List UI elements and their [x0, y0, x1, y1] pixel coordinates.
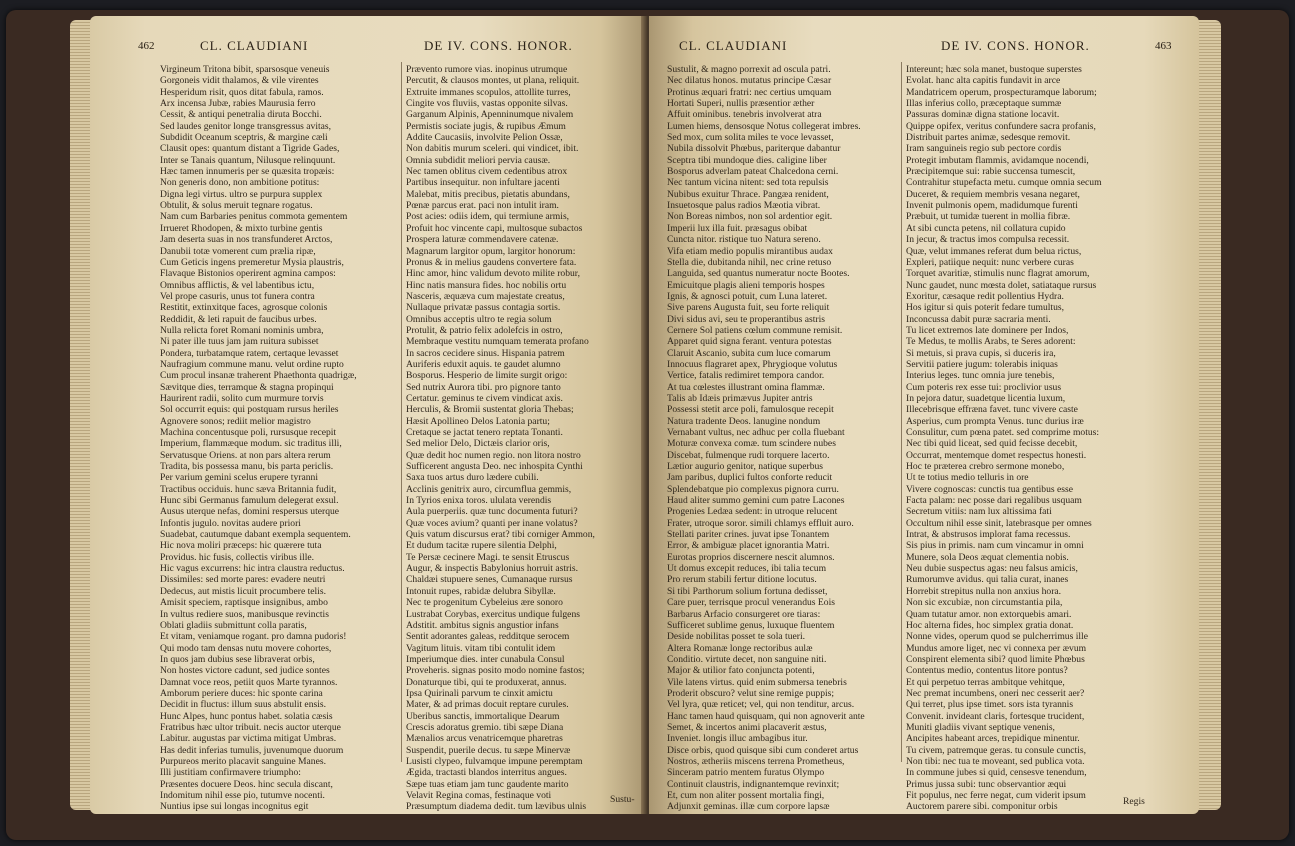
verse-line: Protegit imbutam flammis, avidamque nocendi,: [906, 154, 1089, 166]
verse-line: Cessit, & antiqui penetralia diruta Bocchi.: [160, 109, 322, 121]
verse-line: Lustrabat Corybas, exercitus undique fulgens: [406, 608, 580, 620]
verse-line: Sis pius in primis. nam cum vincamur in omni: [906, 540, 1084, 552]
verse-line: Adstitit. ambitus signis angustior infans: [406, 619, 559, 631]
verse-line: Imperiumque dies. inter cunabula Consul: [406, 653, 565, 665]
verse-line: Lusisti clypeo, fulvamque impune peremptam: [406, 755, 583, 767]
verse-line: Discebat, fulmenque rudi torquere lacerto.: [667, 449, 830, 461]
verse-line: Hic vagus excurrens: hic intra claustra reductus.: [160, 563, 345, 575]
verse-line: Digna legi virtus. ultro se purpura supplex: [160, 188, 323, 200]
verse-line: Percutit, & clausos montes, ut plana, reliquit.: [406, 75, 580, 87]
verse-line: Nec dilatus honos. mutatus principe Cæsar: [667, 75, 832, 87]
verse-line: Stellati pariter crines. juvat ipse Tonantem: [667, 529, 830, 541]
verse-line: Per varium gemini scelus erupere tyranni: [160, 472, 318, 484]
verse-line: Mundus amore liget, nec vi connexa per ævum: [906, 642, 1087, 654]
verse-line: Hinc amor, hinc validum devoto milite robur,: [406, 268, 581, 280]
verse-line: Neu dubie suspectus agas: neu falsus amicis,: [906, 563, 1078, 575]
verse-line: Pondera, turbatamque ratem, certaque levasset: [160, 347, 339, 359]
verse-line: In jecur, & tractus imos compulsa recessit.: [906, 234, 1070, 246]
verse-line: Prospera laturæ commendavere catenæ.: [406, 234, 559, 246]
verse-line: Disce orbis, quod quisque sibi cum conderet artus: [667, 744, 859, 756]
verse-line: Nullaque privatæ passus contagia sortis.: [406, 302, 561, 314]
verse-line: Has dedit inferias tumulis, juvenumque duorum: [160, 744, 344, 756]
verse-line: Stella die, dubitanda nihil, nec crine retuso: [667, 256, 832, 268]
verse-line: Illecebrisque effræna favet. tunc vivere caste: [906, 404, 1078, 416]
verse-line: Præcipitemque sui: rabie succensa tumescit,: [906, 166, 1076, 178]
verse-line: Horrebit strepitus nulla non anxius hora.: [906, 585, 1062, 597]
verse-line: Occurrat, mentemque domet respectus honesti.: [906, 449, 1087, 461]
verse-line: Interius leges. tunc omnia jure tenebis,: [906, 370, 1055, 382]
verse-line: Et, cum non aliter possent mortalia fingi,: [667, 790, 825, 801]
verse-line: Dedecus, aut mistis licuit procumbere telis.: [160, 585, 326, 597]
verse-line: Contentus medio, contentus litore pontus?: [906, 665, 1068, 677]
verse-line: Præsentes docuere Deos. hinc secula discant,: [160, 778, 333, 790]
verse-line: Jam deserta suas in nos transfunderet Arctos,: [160, 234, 333, 246]
verse-line: Frater, utroque soror. simili chlamys effluit auro.: [667, 517, 854, 529]
column-rule: [401, 62, 402, 762]
right-page: [649, 16, 1199, 814]
verse-line: Eurotas proprios discernere nescit alumnos.: [667, 551, 835, 563]
verse-line: Barbarus Arfacio consurgeret ore tiaras:: [667, 608, 821, 620]
verse-line: Amisit speciem, raptisque insignibus, ambo: [160, 597, 328, 609]
verse-line: Herculis, & Bromii sustentat gloria Thebas;: [406, 404, 574, 416]
verse-line: Apparet quid signa ferant. ventura potestas: [667, 336, 832, 348]
text-column-right: [906, 64, 1102, 813]
verse-line: Omnibus afflictis, & vel labentibus ictu,: [160, 279, 315, 291]
verse-line: Quippe opifex, veritus confundere sacra profanis,: [906, 120, 1096, 132]
verse-line: Tu civem, patremque geras. tu consule cunctis,: [906, 744, 1087, 756]
verse-line: Nam cum Barbaries penitus commota gementem: [160, 211, 348, 223]
verse-line: Ægida, tractasti blandos interritus angues.: [406, 767, 567, 779]
verse-line: Servatusque Oriens. at non pars altera rerum: [160, 449, 331, 461]
verse-line: Agnovere sonos; rediit melior magistro: [160, 415, 311, 427]
verse-line: Proderit obscuro? velut sine remige puppis;: [667, 687, 835, 699]
verse-line: Gorgoneis vidit thalamos, & vile virentes: [160, 75, 319, 87]
verse-line: Sufficerent angusta Deo. nec inhospita Cynthi: [406, 461, 583, 473]
verse-line: Vertice, fatalis redimiret tempora candor.: [667, 370, 825, 382]
verse-line: Pœnæ parcus erat. paci non intulit iram.: [406, 200, 559, 212]
verse-line: Error, & ambiguæ placet ignorantia Matri.: [667, 540, 830, 552]
verse-line: Nec tibi quid liceat, sed quid fecisse decebit,: [906, 438, 1078, 450]
verse-line: Quæ, velut immanes referat dum belua rictus,: [906, 245, 1082, 257]
verse-line: Primus jussa subi: tunc observantior æqui: [906, 778, 1067, 790]
verse-line: Consulitur, cum pœna patet. sed comprime motus:: [906, 427, 1100, 438]
verse-line: Certatur. geminus te civem vindicat axis.: [406, 392, 563, 404]
verse-line: Natura tradente Deos. lanugine nondum: [667, 415, 821, 427]
verse-line: Fit populus, nec ferre negat, cum viderit ipsum: [906, 790, 1086, 801]
verse-line: Mænalios arcus venatricemque pharetras: [406, 733, 563, 745]
verse-line: Qui modo tam densas nutu movere cohortes,: [160, 642, 332, 654]
verse-line: Ut te totius medio telluris in ore: [906, 472, 1029, 484]
verse-line: Et qui perpetuo terras ambitque vehitque,: [906, 676, 1065, 688]
verse-line: Arx incensa Jubæ, rabies Maurusia ferro: [160, 98, 316, 110]
verse-line: Exoritur, cæsaque redit pollentius Hydra.: [906, 290, 1064, 302]
verse-line: Cernere Sol patiens cœlum commune remisit.: [667, 324, 843, 336]
verse-line: Deside nobilitas posset te sola tueri.: [667, 631, 806, 643]
verse-line: Te Medus, te mollis Arabs, te Seres adorent:: [906, 336, 1076, 348]
verse-line: Continuit claustris, indignantemque revinxit;: [667, 778, 840, 790]
verse-line: Bosporus. Hesperio de limite surgit origo:: [406, 370, 568, 382]
verse-line: Virgineum Tritona bibit, sparsosque veneuis: [160, 64, 330, 75]
verse-line: Extruite immanes scopulos, attollite turres,: [406, 86, 571, 98]
verse-line: Pro rerum stabili fertur ditione locutus.: [667, 574, 817, 586]
verse-line: Vernabant vultus, nec adhuc per colla fluebant: [667, 427, 845, 438]
verse-line: Inter se Tanais quantum, Nilusque relinquunt.: [160, 154, 336, 166]
verse-line: Tu licet extremos late dominere per Indos,: [906, 324, 1069, 336]
verse-line: Profuit hoc vincente capi, multosque subactos: [406, 222, 583, 234]
verse-line: Obtulit, & solus meruit tegnare rogatus.: [160, 200, 313, 212]
verse-line: Care puer, terrisque procul venerandus Eois: [667, 597, 835, 609]
verse-line: Inconcussa dabit puræ sacraria menti.: [906, 313, 1051, 325]
verse-line: Sæpe tuas etiam jam tunc gaudente marito: [406, 778, 569, 790]
verse-line: Danubii totæ vomerent cum prælia ripæ,: [160, 245, 316, 257]
verse-line: Non sic excubiæ, non circumstantia pila,: [906, 597, 1063, 609]
verse-line: Contrahitur stupefacta metu. cumque omnia secum: [906, 177, 1102, 189]
verse-line: Ausus uterque nefas, domini respersus uterque: [160, 506, 340, 518]
verse-line: Nec tantum vicina nitent: sed tota repulsis: [667, 177, 829, 189]
verse-line: Sustulit, & magno porrexit ad oscula patri.: [667, 64, 831, 75]
verse-line: Affuit ominibus. tenebris involverat atra: [667, 109, 822, 121]
verse-line: Vel lyra, quæ reticet; vel, qui non tenditur, arcus.: [667, 699, 855, 711]
verse-line: Mater, & ad primas docuit reptare curules.: [406, 699, 569, 711]
verse-line: Nostros, ætheriis miscens terrena Prometheus,: [667, 755, 845, 767]
verse-line: Talis ab Idæis primævus Jupiter antris: [667, 392, 813, 404]
verse-line: Auctorem parere sibi. componitur orbis: [906, 801, 1058, 813]
verse-line: Augur, & inspectis Babylonius horruit astris.: [406, 563, 579, 575]
verse-line: Nuntius ipse sui longas incognitus egit: [160, 801, 309, 813]
verse-line: Amborum periere duces: hic sponte carina: [160, 687, 323, 699]
verse-line: In commune jubes si quid, censesve tenendum,: [906, 767, 1087, 779]
verse-line: Sed laudes genitor longe transgressus avitas,: [160, 120, 332, 132]
verse-line: Suadebat, cautumque dabant exempla sequentem.: [160, 529, 351, 541]
text-column-left: [160, 64, 357, 813]
verse-line: Cingite vos fluviis, vastas opponite silvas.: [406, 98, 568, 110]
verse-line: Lumen hiems, densosque Notus collegerat imbres.: [667, 120, 861, 132]
verse-line: Invenit pulmonis opem, madidumque furenti: [906, 200, 1078, 212]
verse-line: Nasceris, æquæva cum majestate creatus,: [406, 290, 565, 302]
verse-line: Quis vatum discursus erat? tibi corniger Ammon,: [406, 529, 595, 541]
verse-line: Indomitum nihil esse pio, tutumve nocenti.: [160, 790, 325, 801]
verse-line: Semet, & incertos animi placaverit æstus,: [667, 721, 827, 733]
verse-line: Clausit opes: quantum distant a Tigride Gades,: [160, 143, 340, 155]
verse-line: Sufficeret sublime genus, luxuque fluentem: [667, 619, 835, 631]
verse-line: Fratribus hæc ultor tribuit. necis auctor uterque: [160, 721, 341, 733]
verse-line: Proveheris. signas posito modo nomine fastos;: [406, 665, 585, 677]
verse-line: Hoc te præterea crebro sermone monebo,: [906, 461, 1065, 473]
verse-line: Et dudum tacitæ rupere silentia Delphi,: [406, 540, 557, 552]
verse-line: Nec tamen oblitus civem cedentibus atrox: [406, 166, 568, 178]
verse-line: Aula puerperiis. quæ tunc documenta futuri?: [406, 506, 578, 518]
verse-line: Illas inferius collo, præceptaque summæ: [906, 98, 1062, 110]
verse-line: In pejora datur, suadetque licentia luxum,: [906, 392, 1066, 404]
verse-line: Nubibus exuitur Thrace. Pangæa renident,: [667, 188, 829, 200]
verse-line: Hæc tamen innumeris per se quæsita tropæis:: [160, 166, 335, 178]
verse-line: Evolat. hanc alta capitis fundavit in arce: [906, 75, 1061, 87]
verse-line: Illi justitiam confirmavere triumpho:: [160, 767, 301, 779]
verse-line: Naufragium commune manu. velut ordine rupto: [160, 358, 344, 370]
verse-line: Sed mox, cum solita miles te voce levasset,: [667, 132, 834, 144]
verse-line: Facta palam: nec posse dari regalibus usquam: [906, 495, 1082, 507]
verse-line: Permistis sociate jugis, & rupibus Æmum: [406, 120, 566, 132]
verse-line: Donaturque tibi, qui te produxerat, annus.: [406, 676, 567, 688]
verse-line: Dissimiles: sed morte pares: evadere neutri: [160, 574, 326, 586]
verse-line: Vel prope casuris, unus tot funera contra: [160, 290, 315, 302]
verse-line: Tractibus occiduis. hunc sæva Britannia fudit,: [160, 483, 337, 495]
verse-line: Imperii lux illa fuit. præsagus obibat: [667, 222, 808, 234]
verse-line: Uberibus sanctis, immortalique Dearum: [406, 710, 560, 722]
verse-line: Damnat voce reos, petiit quos Marte tyrannos.: [160, 676, 338, 688]
verse-line: Addite Caucasiis, involvite Pelion Ossæ,: [406, 132, 563, 144]
verse-line: Reddidit, & leti rapuit de faucibus urbes.: [160, 313, 317, 325]
verse-line: Sol occurrit equis: qui postquam rursus heriles: [160, 404, 339, 416]
verse-line: Possessi stetit arce poli, famulosque recepit: [667, 404, 834, 416]
verse-line: Labitur. augustas par victima mitigat Umbras.: [160, 733, 337, 745]
verse-line: Expleri, patiique nequit: nunc verbere curas: [906, 256, 1074, 268]
verse-line: Lætior augurio genitor, natique superbus: [667, 461, 824, 473]
verse-line: Jam paribus, duplici fultos conforte reducit: [667, 472, 833, 484]
verse-line: Præbuit, ut tumidæ tuerent in mollia fibræ.: [906, 211, 1071, 223]
verse-line: Bosporus adverlam pateat Chalcedona cerni.: [667, 166, 839, 178]
verse-line: Intrat, & abstrusos implorat fama recessus.: [906, 529, 1071, 541]
verse-line: Vile latens virtus. quid enim submersa tenebris: [667, 676, 847, 688]
verse-line: Hos igitur si quis poterit fedare tumultus,: [906, 302, 1065, 314]
verse-line: In vultus rediere suos, manibusque revinctis: [160, 608, 329, 620]
verse-line: Acclinis genitrix auro, circumflua gemmis,: [406, 483, 572, 495]
verse-line: Magnarum largitor opum, largitor honorum:: [406, 245, 576, 257]
verse-line: Progenies Ledæa sedent: in utroque relucent: [667, 506, 838, 518]
verse-line: Te Persæ cecinere Magi. te sensit Etruscus: [406, 551, 570, 563]
verse-line: Divi sidus avi, seu te properantibus astris: [667, 313, 826, 325]
left-page: [90, 16, 645, 814]
verse-line: Nec te progenitum Cybeleius ære sonoro: [406, 597, 563, 609]
verse-line: Chaldæi stupuere senes, Cumanaque rursus: [406, 574, 573, 586]
verse-line: Providus. hic fusis, collectis viribus ille.: [160, 551, 315, 563]
verse-line: Secretum vitiis: nam lux altissima fati: [906, 506, 1052, 518]
verse-line: Hinc natis mansura fides. hoc nobilis ortu: [406, 279, 567, 291]
verse-line: In sacros cecidere sinus. Hispania patrem: [406, 347, 565, 359]
verse-line: Sentit adorantes galeas, redditque serocem: [406, 631, 570, 643]
verse-line: Asperius, cum prompta Venus. tunc durius iræ: [906, 415, 1084, 427]
verse-line: Non Boreas nimbos, non sol ardentior egit.: [667, 211, 833, 223]
verse-line: In quos jam dubius sese libraverat orbis,: [160, 653, 315, 665]
verse-line: Quæ dedit hoc numen regio. non litora nostro: [406, 449, 581, 461]
verse-line: Hesperidum risit, quos ditat fabula, ramos.: [160, 86, 324, 98]
verse-line: Passuras dominæ digna statione locavit.: [906, 109, 1060, 121]
verse-line: Claruit Ascanio, subita cum luce comarum: [667, 347, 831, 359]
verse-line: Vagitum lituis. vitam tibi contulit idem: [406, 642, 556, 654]
verse-line: Rumorumve avidus. qui talia curat, inanes: [906, 574, 1069, 586]
verse-line: Muniti gladiis vivant septique venenis,: [906, 721, 1055, 733]
verse-line: Ignis, & agnosci potuit, cum Luna lateret.: [667, 290, 828, 302]
verse-line: Inveniet. longis illuc ambagibus itur.: [667, 733, 808, 745]
verse-line: Decidit in fluctus: illum suus abstulit ensis.: [160, 699, 327, 711]
verse-line: At tua cœlestes illustrant omina flammæ.: [667, 381, 825, 393]
verse-line: Cuncta nitor. ristique tuo Natura sereno.: [667, 234, 821, 246]
verse-line: Præsumptum diadema dedit. tum lævibus ulnis: [406, 801, 587, 813]
verse-line: Vifa etiam medio populis mirantibus audax: [667, 245, 833, 257]
verse-line: Velavit Regina comas, festinaque voti: [406, 790, 552, 801]
verse-line: Restitit, extinxitque faces, agrosque colonis: [160, 302, 328, 314]
verse-line: Mandatricem operum, prospecturamque laborum;: [906, 86, 1097, 98]
verse-line: Saxa tuos artus duro lædere cubili.: [406, 472, 539, 484]
verse-line: Malebat, mitis precibus, pietatis abundans,: [406, 188, 570, 200]
verse-line: Suspendit, puerile decus. tu sæpe Minervæ: [406, 744, 571, 756]
verse-line: Hic nova moliri præceps: hic quærere tuta: [160, 540, 322, 552]
verse-line: Si tibi Parthorum solium fortuna dedisset,: [667, 585, 828, 597]
verse-line: Non generis dono, non ambitione potitus:: [160, 177, 320, 189]
verse-line: Cretaque se jactat tenero reptata Tonanti.: [406, 427, 563, 438]
verse-line: Protulit, & patrio felix adolefcis in ostro,: [406, 324, 563, 336]
verse-line: In Tyrios enixa toros. ululata verendis: [406, 495, 552, 507]
verse-line: Ipsa Quirinali parvum te cinxit amictu: [406, 687, 553, 699]
verse-line: Prævento rumore vias. inopinus utrumque: [406, 64, 568, 75]
verse-line: Duceret, & requiem membris vesana negaret,: [906, 188, 1080, 200]
verse-line: Languida, sed quantus numeratur nocte Bootes.: [667, 268, 850, 280]
verse-line: Conspirent elementa sibi? quod limite Phœbus: [906, 653, 1085, 665]
verse-line: Hunc Alpes, hunc pontus habet. solatia cæsis: [160, 710, 333, 722]
page-number: 462: [138, 40, 155, 52]
verse-line: Cum procul insanæ traherent Phaethonta quadrigæ,: [160, 370, 357, 382]
verse-line: Hoc alterna fides, hoc simplex gratia donat.: [906, 619, 1074, 631]
verse-line: Sive parens Augusta fuit, seu forte reliquit: [667, 302, 830, 314]
verse-line: Altera Romanæ longe rectoribus aulæ: [667, 642, 813, 654]
verse-line: At sibi cuncta petens, nil collatura cupido: [906, 222, 1066, 234]
verse-line: Sinceram patrio mentem furatus Olympo: [667, 767, 825, 779]
verse-line: Ancipites habeant arces, trepidique minentur.: [906, 733, 1080, 745]
verse-line: Haud aliter summo gemini cum patre Lacones: [667, 495, 845, 507]
verse-line: Irrueret Rhodopen, & mixto turbine gentis: [160, 222, 323, 234]
verse-line: Nonne vides, operum quod se pulcherrimus ille: [906, 631, 1088, 643]
verse-line: Munere, sola Deos æquat clementia nobis.: [906, 551, 1069, 563]
verse-line: Sed nutrix Aurora tibi. pro pignore tanto: [406, 381, 561, 393]
verse-line: Insuetosque palus radios Mæotia vibrat.: [667, 200, 821, 212]
verse-line: Nec premat incumbens, oneri nec cesserit aer?: [906, 687, 1085, 699]
text-column-left: [667, 64, 865, 813]
verse-line: Imperium, flammæque modum. sic traditus illi,: [160, 438, 342, 450]
page-stack-right-edge: [1197, 20, 1221, 810]
verse-line: Nulla relicta foret Romani nominis umbra,: [160, 324, 324, 336]
verse-line: Cum poteris rex esse tui: proclivior usus: [906, 381, 1062, 393]
verse-line: Oblati gladiis submittunt colla paratis,: [160, 619, 307, 631]
verse-line: Sævitque dies, terramque & stagna propinqui: [160, 381, 334, 393]
verse-line: Garganum Alpinis, Apenninumque nivalem: [406, 109, 574, 121]
running-head-author: CL. CLAUDIANI: [200, 38, 309, 53]
verse-line: Pronus & in melius gaudens convertere fata.: [406, 256, 577, 268]
verse-line: Distribuit partes animæ, sedesque removit.: [906, 132, 1071, 144]
verse-line: Auriferis eduxit aquis. te gaudet alumno: [406, 358, 561, 370]
verse-line: Infontis jugulo. novitas audere priori: [160, 517, 301, 529]
verse-line: Convenit. invideant claris, fortesque trucident,: [906, 710, 1085, 722]
verse-line: Intonuit rupes, rabidæ delubra Sibyllæ.: [406, 585, 556, 597]
verse-line: Sed melior Delo, Dictæis clarior oris,: [406, 438, 550, 450]
verse-line: Hunc sibi Germanus famulum delegerat exsul.: [160, 495, 339, 507]
verse-line: Membraque vestitu numquam temerata profano: [406, 336, 589, 348]
verse-line: Nubila dissolvit Phœbus, pariterque dabantur: [667, 143, 841, 155]
verse-line: Omnibus acceptis ultro te regia solum: [406, 313, 552, 325]
verse-line: Splendebatque pio complexus pignora curru.: [667, 483, 839, 495]
verse-line: Intereunt; hæc sola manet, bustoque superstes: [906, 64, 1082, 75]
verse-line: Flavaque Bistonios operirent agmina campos:: [160, 268, 336, 280]
verse-line: Quam tutatur amor. non extorquebis amari.: [906, 608, 1072, 620]
verse-line: Cum Geticis ingens premeretur Mysia plaustris,: [160, 256, 344, 268]
verse-line: Quæ voces avium? quanti per inane volatus?: [406, 517, 578, 529]
verse-line: Si metuis, si prava cupis, si duceris ira,: [906, 347, 1056, 359]
verse-line: Protinus æquari fratri: nec certius umquam: [667, 86, 832, 98]
verse-line: Ni pater ille tuus jam jam ruitura subisset: [160, 336, 319, 348]
verse-line: Subdidit Oceanum sceptris, & margine cæli: [160, 132, 328, 144]
verse-line: Moturæ convexa comæ. tum scindere nubes: [667, 438, 836, 450]
verse-line: Ut domus excepit reduces, ibi talia tecum: [667, 563, 827, 575]
verse-line: Qui terret, plus ipse timet. sors ista tyrannis: [906, 699, 1074, 711]
running-head-author: CL. CLAUDIANI: [679, 38, 788, 53]
verse-line: Hortati Superi, nullis præsentior æther: [667, 98, 815, 110]
verse-line: Nunc gaudet, nunc mœsta dolet, satiataque rursus: [906, 279, 1097, 291]
verse-line: Non tibi: nec tua te moveant, sed publica vota.: [906, 755, 1085, 767]
verse-line: Major & utilior fato conjuncta potenti,: [667, 665, 815, 677]
verse-line: Iram sanguineis regio sub pectore cordis: [906, 143, 1062, 155]
verse-line: Purpureos merito placavit sanguine Manes.: [160, 755, 326, 767]
verse-line: Servitii patiere jugum: tolerabis iniquas: [906, 358, 1058, 370]
verse-line: Post acies: odiis idem, qui termiune armis,: [406, 211, 570, 223]
catchword: Sustu-: [610, 794, 635, 805]
page-number: 463: [1155, 40, 1172, 52]
verse-line: Conditio. virtute decet, non sanguine niti.: [667, 653, 827, 665]
running-head-title: DE IV. CONS. HONOR.: [941, 38, 1090, 53]
verse-line: Vivere cognoscas: cunctis tua gentibus esse: [906, 483, 1074, 495]
verse-line: Occultum nihil esse sinit, latebrasque per omnes: [906, 517, 1092, 529]
text-column-right: [406, 64, 595, 813]
verse-line: Hæsit Apollineo Delos Latonia partu;: [406, 415, 550, 427]
verse-line: Et vitam, veniamque rogant. pro damna pudoris!: [160, 631, 347, 643]
catchword: Regis: [1123, 796, 1145, 807]
verse-line: Crescis adoratus gremio. tibi sæpe Diana: [406, 721, 564, 733]
verse-line: Non dabitis murum sceleri. qui vindicet, ibit.: [406, 143, 579, 155]
verse-line: Hanc tamen haud quisquam, qui non agnoverit ante: [667, 710, 865, 722]
verse-line: Haurirent radii, solito cum murmure torvis: [160, 392, 324, 404]
verse-line: Adjunxit geminas. illæ cum corpore lapsæ: [667, 801, 830, 813]
verse-line: Torquet avaritiæ, stimulis nunc flagrat amorum,: [906, 268, 1090, 280]
verse-line: Tradita, bis possessa manu, bis parta periclis.: [160, 461, 334, 473]
running-head-title: DE IV. CONS. HONOR.: [424, 38, 573, 53]
verse-line: Machina concentusque poli, rursusque recepit: [160, 427, 337, 438]
verse-line: Emicuitque plagis alieni temporis hospes: [667, 279, 825, 291]
verse-line: Innocuus flagraret apex, Phrygioque volutus: [667, 358, 838, 370]
verse-line: Non hostes victore cadunt, sed judice sontes: [160, 665, 330, 677]
verse-line: Partibus insequitur. non infultare jacenti: [406, 177, 560, 189]
verse-line: Sceptra tibi mundoque dies. caligine liber: [667, 154, 827, 166]
verse-line: Omnia subdidit meliori pervia causæ.: [406, 154, 551, 166]
column-rule: [901, 62, 902, 762]
